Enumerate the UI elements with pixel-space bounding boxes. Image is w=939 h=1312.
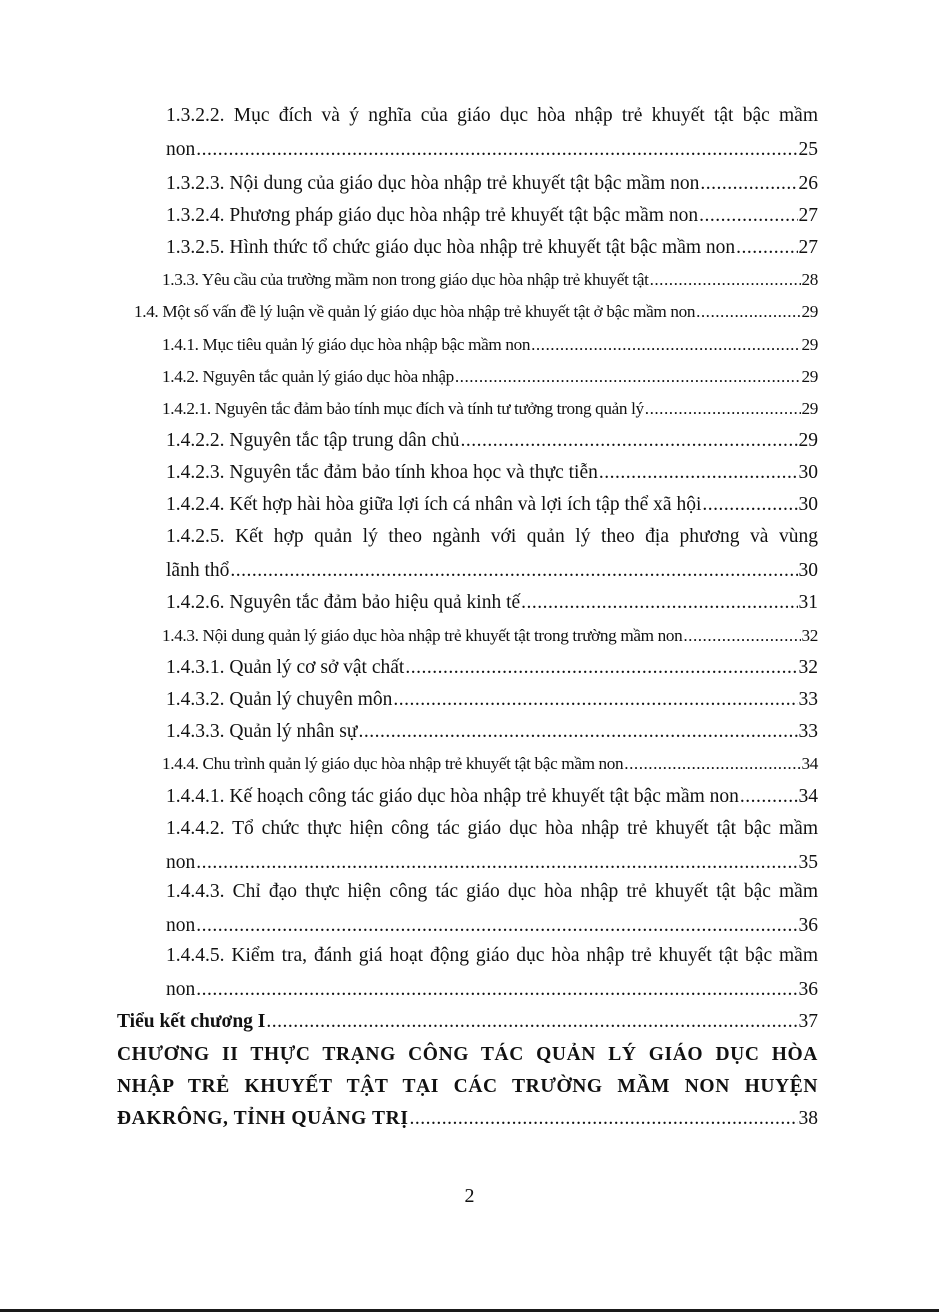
toc-entry-title: CHƯƠNG II THỰC TRẠNG CÔNG TÁC QUẢN LÝ GIÁO DỤC HÒA (117, 1044, 818, 1065)
dot-leader (700, 172, 797, 196)
toc-entry (162, 752, 818, 776)
toc-entry-title: Tiểu kết chương I (117, 1011, 266, 1032)
dot-leader (196, 851, 797, 875)
toc-page-number: 34 (801, 754, 818, 773)
dot-leader (230, 559, 797, 583)
toc-entry (166, 493, 818, 517)
toc-entry (166, 656, 818, 680)
toc-entry-title: 1.4.2.3. Nguyên tắc đảm bảo tính khoa học và thực tiễn (166, 462, 598, 483)
toc-entry (166, 688, 818, 712)
toc-page-number: 25 (798, 139, 818, 160)
toc-chapter-entry (117, 1043, 818, 1131)
toc-entry (166, 429, 818, 453)
toc-entry-title: NHẬP TRẺ KHUYẾT TẬT TẠI CÁC TRƯỜNG MẦM NON HUYỆN (117, 1076, 818, 1097)
dot-leader (410, 1107, 798, 1131)
toc-entry-title: 1.4.4.2. Tổ chức thực hiện công tác giáo dục hòa nhập trẻ khuyết tật bậc mầm (166, 818, 818, 839)
toc-entry (162, 333, 818, 357)
toc-entry-title: non (166, 852, 196, 873)
dot-leader (599, 461, 798, 485)
toc-entry (166, 817, 818, 875)
toc-entry (166, 236, 818, 260)
toc-page-number: 33 (798, 721, 818, 742)
dot-leader (683, 624, 800, 648)
toc-entry (134, 300, 818, 324)
toc-page-number: 30 (798, 560, 818, 581)
toc-page-number: 36 (798, 915, 818, 936)
dot-leader (521, 591, 797, 615)
toc-entry-title: non (166, 139, 196, 160)
toc-page-number: 29 (801, 367, 818, 386)
toc-entry-title: non (166, 979, 196, 1000)
toc-page-number: 30 (798, 494, 818, 515)
toc-entry-title: 1.4.3. Nội dung quản lý giáo dục hòa nhập trẻ khuyết tật trong trường mầm non (162, 626, 683, 645)
dot-leader (699, 204, 797, 228)
toc-page-number: 28 (801, 270, 818, 289)
toc-entry-title: 1.3.2.4. Phương pháp giáo dục hòa nhập trẻ khuyết tật bậc mầm non (166, 205, 699, 226)
toc-page-number: 32 (798, 657, 818, 678)
toc-entry-title: 1.4.4.1. Kế hoạch công tác giáo dục hòa nhập trẻ khuyết tật bậc mầm non (166, 786, 739, 807)
toc-page-number: 33 (798, 689, 818, 710)
toc-page-number: 34 (798, 786, 818, 807)
toc-entry (166, 461, 818, 485)
toc-page-number: 32 (801, 626, 818, 645)
toc-entry (166, 720, 818, 744)
toc-entry-title: 1.4.2. Nguyên tắc quản lý giáo dục hòa nhập (162, 367, 454, 386)
toc-entry-title: 1.4.2.6. Nguyên tắc đảm bảo hiệu quả kinh tế (166, 592, 521, 613)
dot-leader (702, 493, 797, 517)
dot-leader (531, 333, 800, 357)
toc-entry-title: 1.4. Một số vấn đề lý luận về quản lý giáo dục hòa nhập trẻ khuyết tật ở bậc mầm non (134, 302, 696, 321)
toc-page-number: 35 (798, 852, 818, 873)
dot-leader (196, 138, 797, 162)
toc-entry-title: 1.3.2.5. Hình thức tổ chức giáo dục hòa nhập trẻ khuyết tật bậc mầm non (166, 237, 736, 258)
toc-page-number: 38 (798, 1108, 818, 1129)
toc-entry-title: 1.3.3. Yêu cầu của trường mầm non trong giáo dục hòa nhập trẻ khuyết tật (162, 270, 649, 289)
toc-page-number: 29 (801, 399, 818, 418)
dot-leader (405, 656, 797, 680)
toc-entry-title: 1.4.1. Mục tiêu quản lý giáo dục hòa nhập bậc mầm non (162, 335, 531, 354)
dot-leader (740, 785, 798, 809)
toc-entry (166, 525, 818, 583)
dot-leader (624, 752, 800, 776)
dot-leader (455, 365, 801, 389)
toc-entry (166, 880, 818, 938)
toc-page-number: 29 (801, 302, 818, 321)
toc-entry (117, 1010, 818, 1034)
toc-entry-title: 1.3.2.3. Nội dung của giáo dục hòa nhập trẻ khuyết tật bậc mầm non (166, 173, 700, 194)
toc-entry-title: 1.4.2.5. Kết hợp quản lý theo ngành với quản lý theo địa phương và vùng (166, 526, 818, 547)
dot-leader (645, 397, 801, 421)
toc-entry-title: 1.4.4.3. Chỉ đạo thực hiện công tác giáo dục hòa nhập trẻ khuyết tật bậc mầm (166, 881, 818, 902)
toc-entry-title: 1.4.2.1. Nguyên tắc đảm bảo tính mục đích và tính tư tưởng trong quản lý (162, 399, 644, 418)
toc-entry-title: 1.4.3.2. Quản lý chuyên môn (166, 689, 393, 710)
dot-leader (393, 688, 797, 712)
dot-leader (358, 720, 797, 744)
dot-leader (266, 1010, 797, 1034)
toc-entry (166, 172, 818, 196)
toc-entry-title: 1.3.2.2. Mục đích và ý nghĩa của giáo dục hòa nhập trẻ khuyết tật bậc mầm (166, 105, 818, 126)
toc-entry-title: lãnh thổ (166, 560, 230, 581)
toc-entry-title: 1.4.2.2. Nguyên tắc tập trung dân chủ (166, 430, 460, 451)
toc-page-number: 31 (798, 592, 818, 613)
toc-entry (166, 591, 818, 615)
toc-page-number: 37 (798, 1011, 818, 1032)
toc-entry (162, 624, 818, 648)
toc-page-number: 27 (798, 237, 818, 258)
toc-entry-title: 1.4.3.3. Quản lý nhân sự (166, 721, 358, 742)
toc-page-number: 27 (798, 205, 818, 226)
toc-entry (166, 104, 818, 162)
page-number: 2 (464, 1185, 475, 1207)
dot-leader (736, 236, 797, 260)
toc-entry (166, 785, 818, 809)
toc-page-number: 29 (801, 335, 818, 354)
toc-entry-title: ĐAKRÔNG, TỈNH QUẢNG TRỊ (117, 1108, 409, 1129)
toc-entry (162, 365, 818, 389)
dot-leader (461, 429, 798, 453)
toc-page-number: 26 (798, 173, 818, 194)
toc-entry-title: non (166, 915, 196, 936)
dot-leader (196, 978, 797, 1002)
toc-entry (162, 268, 818, 292)
toc-entry-title: 1.4.3.1. Quản lý cơ sở vật chất (166, 657, 405, 678)
toc-page-number: 30 (798, 462, 818, 483)
dot-leader (650, 268, 801, 292)
dot-leader (696, 300, 800, 324)
toc-entry (166, 944, 818, 1002)
toc-page-number: 36 (798, 979, 818, 1000)
toc-entry (162, 397, 818, 421)
toc-entry-title: 1.4.2.4. Kết hợp hài hòa giữa lợi ích cá nhân và lợi ích tập thể xã hội (166, 494, 702, 515)
toc-entry-title: 1.4.4.5. Kiểm tra, đánh giá hoạt động giáo dục hòa nhập trẻ khuyết tật bậc mầm (166, 945, 818, 966)
dot-leader (196, 914, 797, 938)
toc-page-number: 29 (798, 430, 818, 451)
toc-entry-title: 1.4.4. Chu trình quản lý giáo dục hòa nhập trẻ khuyết tật bậc mầm non (162, 754, 624, 773)
toc-entry (166, 204, 818, 228)
